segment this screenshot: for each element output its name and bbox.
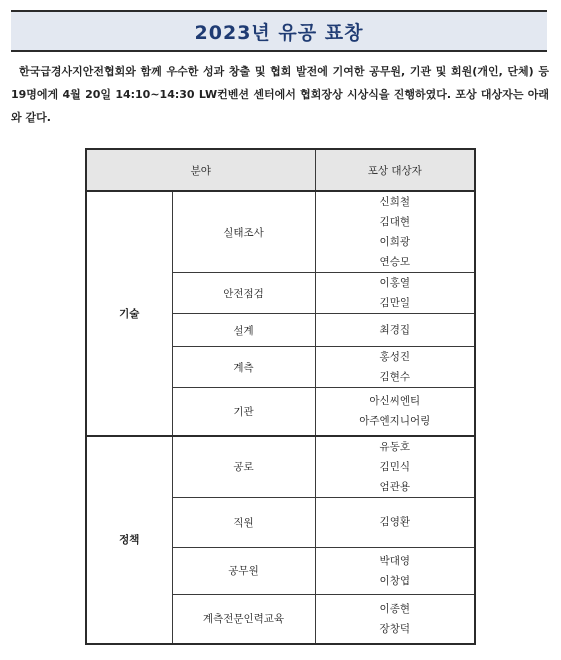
table-row xyxy=(86,436,475,498)
recipient-name: 최경집 xyxy=(379,324,410,336)
table-header-row xyxy=(86,149,475,191)
header-recipients: 포상 대상자 xyxy=(315,149,475,191)
recipients-cell xyxy=(315,594,475,644)
recipient-name: 이종현 xyxy=(379,602,410,615)
recipients-cell xyxy=(315,191,475,273)
recipient-name: 유동호 xyxy=(379,440,410,453)
recipient-name: 이홍열 xyxy=(379,277,410,289)
recipient-name: 김현수 xyxy=(379,371,410,383)
recipient-name: 엄관용 xyxy=(379,480,410,493)
subcategory-cell: 안전점검 xyxy=(172,273,315,314)
subcategory-cell: 계측 xyxy=(172,347,315,388)
recipients-cell xyxy=(315,347,475,388)
recipient-name: 아신씨엔티 xyxy=(369,395,421,408)
category-cell: 기술 xyxy=(86,191,172,436)
recipient-name: 김대현 xyxy=(379,216,410,228)
recipients-cell xyxy=(315,436,475,498)
table-row xyxy=(86,191,475,273)
subcategory-cell: 계측전문인력교육 xyxy=(172,594,315,644)
recipient-name: 연승모 xyxy=(379,256,410,268)
recipients-cell xyxy=(315,547,475,594)
page-title: 2023년 유공 표창 xyxy=(194,21,364,44)
title-banner xyxy=(11,10,547,52)
recipient-name: 김민식 xyxy=(379,460,410,473)
recipients-cell xyxy=(315,497,475,547)
recipient-name: 이창엽 xyxy=(379,574,410,587)
recipient-name: 김영환 xyxy=(379,516,410,528)
subcategory-cell: 설계 xyxy=(172,314,315,347)
header-field: 분야 xyxy=(86,149,315,191)
table-body xyxy=(86,191,475,644)
recipient-name: 신희철 xyxy=(379,196,410,208)
recipients-cell xyxy=(315,388,475,436)
subcategory-cell: 직원 xyxy=(172,497,315,547)
category-cell: 정책 xyxy=(86,436,172,645)
recipient-name: 김만일 xyxy=(379,297,410,309)
recipient-name: 장창덕 xyxy=(379,622,410,635)
subcategory-cell: 실태조사 xyxy=(172,191,315,273)
intro-paragraph: 한국급경사지안전협회와 함께 우수한 성과 창출 및 협회 발전에 기여한 공무원, 기관 및 회원(개인, 단체) 등 19명에게 4월 20일 14:10~14:30 LW컨벤션 센터에서 협회장상 시상식을 진행하였다. 포상 대상자는 아래와 같다. xyxy=(11,65,549,124)
recipients-cell xyxy=(315,273,475,314)
award-table xyxy=(85,148,476,645)
recipients-cell xyxy=(315,314,475,347)
subcategory-cell: 공로 xyxy=(172,436,315,498)
recipient-name: 박대영 xyxy=(379,554,410,567)
subcategory-cell: 기관 xyxy=(172,388,315,436)
recipient-name: 홍성진 xyxy=(379,351,410,363)
recipient-name: 이희광 xyxy=(379,236,410,248)
recipient-name: 아주엔지니어링 xyxy=(359,415,431,428)
subcategory-cell: 공무원 xyxy=(172,547,315,594)
